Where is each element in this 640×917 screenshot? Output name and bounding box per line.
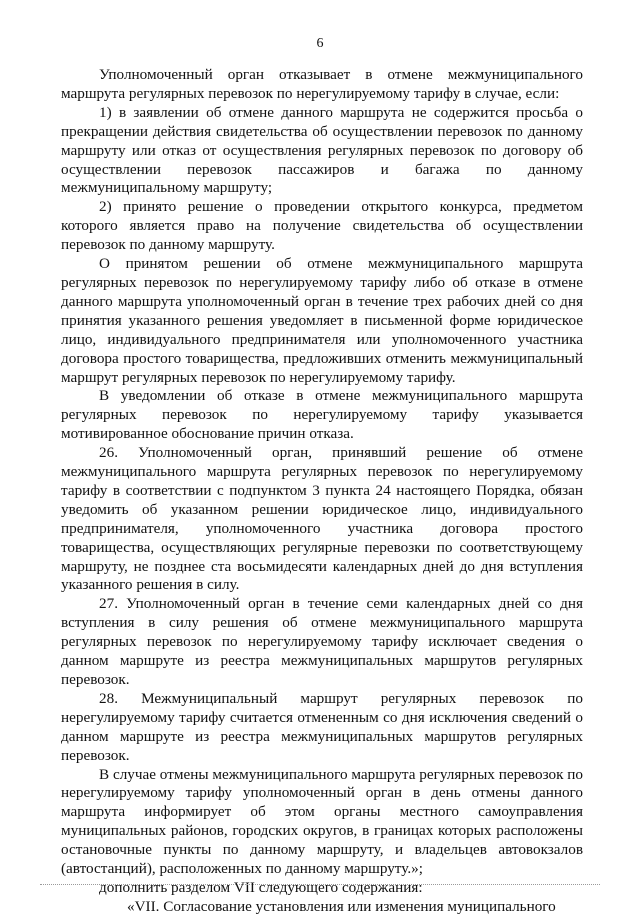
paragraph: 1) в заявлении об отмене данного маршрута не содержится просьба о прекращении действия свидетельства об осуществлении перевозок по данному маршруту или отказ от осуществления регулярных перевозок по договору об осуществлении перевозок пассажиров и багажа по данному межмуниципальному маршруту;: [61, 103, 583, 197]
section-heading: «VII. Согласование установления или изменения муниципального: [127, 897, 556, 915]
paragraph: В уведомлении об отказе в отмене межмуниципального маршрута регулярных перевозок по нерегулируемому тарифу указывается мотивированное обоснование причин отказа.: [61, 387, 583, 443]
paragraph: 27. Уполномоченный орган в течение семи календарных дней со дня вступления в силу решения об отмене межмуниципального маршрута регулярных перевозок по нерегулируемому тарифу исключает сведения о данном маршруте из реестра межмуниципальных маршрутов регулярных перевозок.: [61, 595, 583, 688]
page-number: 6: [316, 36, 324, 51]
bottom-divider: [40, 884, 600, 885]
paragraph: О принятом решении об отмене межмуниципального маршрута регулярных перевозок по нерегулируемому тарифу либо об отказе в отмене данного маршрута уполномоченный орган в течение трех рабочих дней со дня принятия указанного решения уведомляет в письменной форме юридическое лицо, индивидуального предпринимателя или уполномоченного участника договора простого товарищества, предложивших отменить межмуниципальный маршрут регулярных перевозок по нерегулируемому тарифу.: [61, 255, 583, 386]
paragraph: 28. Межмуниципальный маршрут регулярных перевозок по нерегулируемому тарифу считается отмененным со дня исключения сведений о данном маршруте из реестра межмуниципальных маршрутов регулярных перевозок.: [61, 689, 583, 764]
document-body: [61, 66, 583, 917]
paragraph: В случае отмены межмуниципального маршрута регулярных перевозок по нерегулируемому тарифу уполномоченный орган в день отмены данного маршрута информирует об этом органы местного самоуправления муниципальных районов, городских округов, в границах которых расположены остановочные пункты по данному маршруту, и владельцев автовокзалов (автостанций), расположенных по данному маршруту.»;: [61, 765, 583, 878]
paragraph: Уполномоченный орган отказывает в отмене межмуниципального маршрута регулярных перевозок по нерегулируемому тарифу в случае, если:: [61, 66, 583, 102]
paragraph: 26. Уполномоченный орган, принявший решение об отмене межмуниципального маршрута регулярных перевозок по нерегулируемому тарифу в соответствии с подпунктом 3 пункта 24 настоящего Порядка, обязан уведомить об указанном решении юридическое лицо, индивидуального предпринимателя, уполномоченного участника договора простого товарищества, осуществляющих регулярные перевозки по соответствующему маршруту, не позднее ста восьмидесяти календарных дней до дня вступления указанного решения в силу.: [61, 444, 583, 594]
paragraph: дополнить разделом VII следующего содержания:: [99, 878, 423, 896]
paragraph: 2) принято решение о проведении открытого конкурса, предметом которого является право на получение свидетельства об осуществлении перевозок по данному маршруту.: [61, 198, 583, 254]
